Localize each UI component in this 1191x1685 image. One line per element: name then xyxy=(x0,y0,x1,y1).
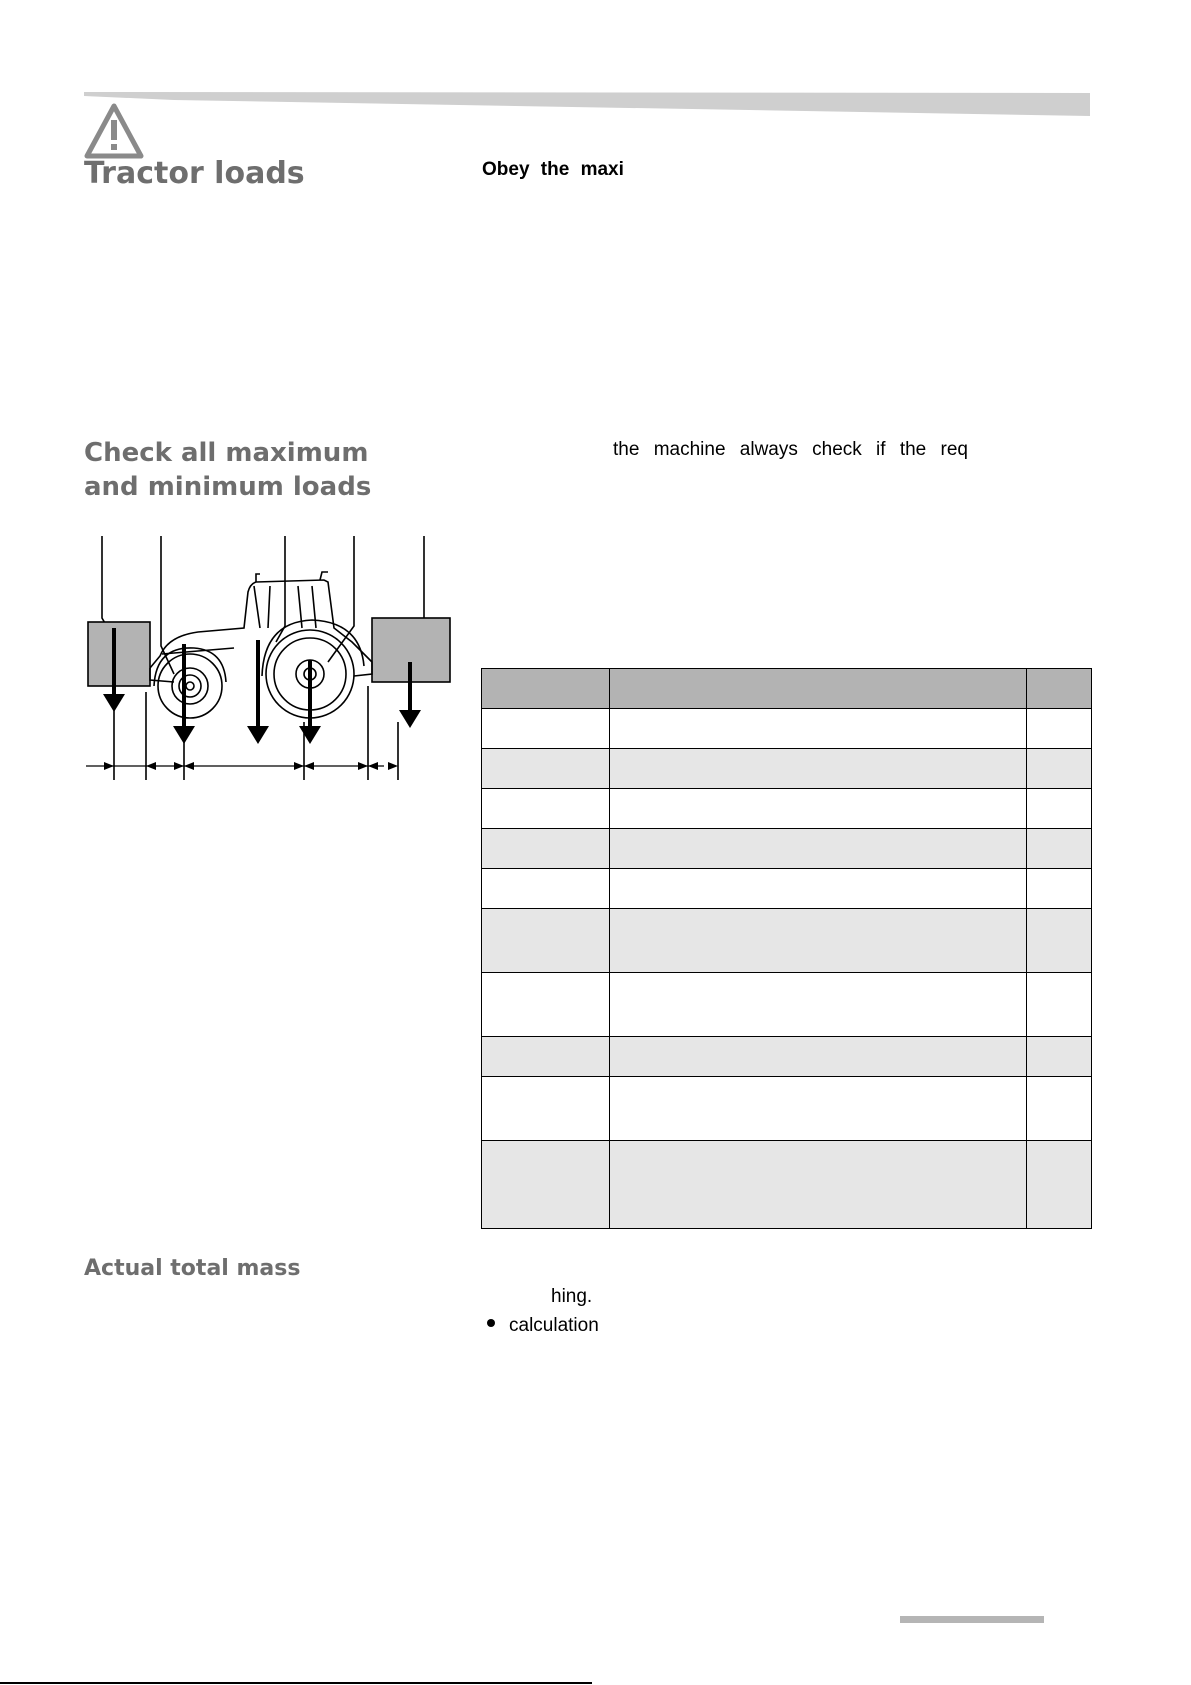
table-cell xyxy=(610,749,1027,789)
table-cell xyxy=(1027,973,1092,1037)
table-cell xyxy=(482,1141,610,1229)
load-table xyxy=(481,668,1092,1229)
table-cell xyxy=(610,869,1027,909)
table-cell xyxy=(610,1141,1027,1229)
table-cell xyxy=(610,1037,1027,1077)
check-loads-title-line1: Check all maximum xyxy=(84,438,369,468)
table-cell xyxy=(1027,909,1092,973)
warning-triangle-icon xyxy=(84,103,144,159)
table-cell xyxy=(1027,869,1092,909)
table-row xyxy=(482,789,1092,829)
table-cell xyxy=(610,1077,1027,1141)
table-cell xyxy=(482,789,610,829)
table-header-cell xyxy=(1027,669,1092,709)
table-row xyxy=(482,973,1092,1037)
hing-text: hing. xyxy=(551,1286,593,1307)
table-cell xyxy=(1027,1141,1092,1229)
table-cell xyxy=(482,1077,610,1141)
table-row xyxy=(482,749,1092,789)
header-band xyxy=(84,90,1090,116)
table-cell xyxy=(1027,829,1092,869)
intro-bold-text: Obey the maxi xyxy=(482,159,624,180)
bullet-text: calculation xyxy=(509,1315,599,1336)
page-marker-bar xyxy=(900,1616,1044,1623)
table-cell xyxy=(482,829,610,869)
table-row xyxy=(482,829,1092,869)
table-cell xyxy=(482,973,610,1037)
table-cell xyxy=(1027,749,1092,789)
table-cell xyxy=(610,973,1027,1037)
table-row xyxy=(482,1037,1092,1077)
table-cell xyxy=(482,749,610,789)
table-cell xyxy=(610,909,1027,973)
section-title-actual-mass: Actual total mass xyxy=(84,1256,301,1281)
table-row xyxy=(482,869,1092,909)
table-cell xyxy=(482,909,610,973)
table-cell xyxy=(1027,789,1092,829)
table-row xyxy=(482,1141,1092,1229)
bullet-dot-icon xyxy=(487,1319,495,1327)
tractor-load-diagram xyxy=(84,536,456,782)
table-header-cell xyxy=(482,669,610,709)
table-header-cell xyxy=(610,669,1027,709)
table-cell xyxy=(610,829,1027,869)
table-cell xyxy=(1027,1077,1092,1141)
table-cell xyxy=(482,1037,610,1077)
table-cell xyxy=(610,709,1027,749)
table-cell xyxy=(1027,709,1092,749)
table-cell xyxy=(482,869,610,909)
table-row xyxy=(482,1077,1092,1141)
check-loads-title-line2: and minimum loads xyxy=(84,472,372,502)
section-title-tractor-loads: Tractor loads xyxy=(84,156,305,191)
table-cell xyxy=(1027,1037,1092,1077)
table-row xyxy=(482,909,1092,973)
bullet-item xyxy=(487,1315,599,1337)
table-row xyxy=(482,709,1092,749)
table-cell xyxy=(610,789,1027,829)
table-header-row xyxy=(482,669,1092,709)
section-title-check-loads xyxy=(84,436,414,504)
footer-rule xyxy=(0,1682,592,1684)
table-cell xyxy=(482,709,610,749)
check-loads-text: the machine always check if the req xyxy=(613,439,968,460)
